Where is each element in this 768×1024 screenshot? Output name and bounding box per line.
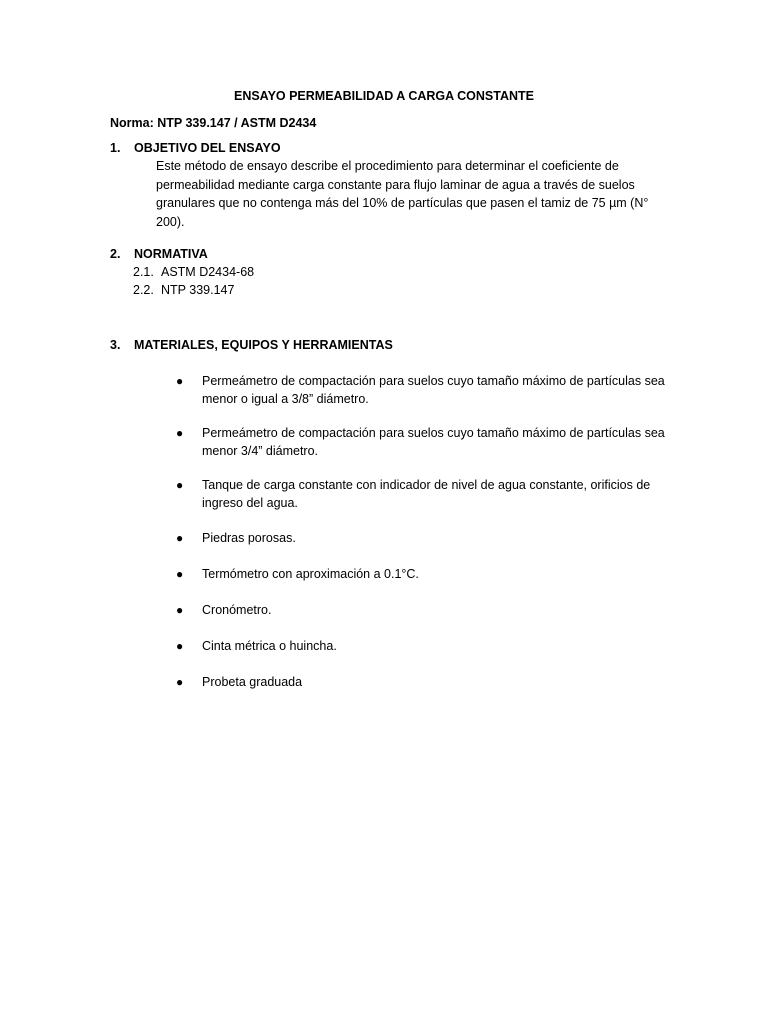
list-item: [176, 476, 676, 512]
section-number: 3.: [110, 338, 121, 352]
list-item-text: Termómetro con aproximación a 0.1°C.: [202, 567, 419, 581]
norma-line: Norma: NTP 339.147 / ASTM D2434: [110, 116, 317, 130]
list-item-text: Piedras porosas.: [202, 531, 296, 545]
normativa-item: [133, 263, 254, 281]
list-item: [176, 637, 676, 655]
list-item: [176, 529, 676, 547]
section-title: NORMATIVA: [134, 247, 208, 261]
section-number: 1.: [110, 141, 121, 155]
section-3-heading: [110, 336, 393, 354]
section-number: 2.: [110, 247, 121, 261]
materials-list: [176, 372, 676, 691]
list-item-text: Cinta métrica o huincha.: [202, 639, 337, 653]
item-number: 2.1.: [133, 265, 154, 279]
list-item: [176, 424, 676, 460]
section-2-heading: [110, 245, 208, 263]
list-item-text: Cronómetro.: [202, 603, 272, 617]
item-text: ASTM D2434-68: [161, 265, 255, 279]
section-1-body: Este método de ensayo describe el procedimiento para determinar el coeficiente de permeabilidad mediante carga constante para flujo laminar de agua a través de suelos granulares que no contenga más del 10% de partículas que pasen el tamiz de 75 µm (N° 200).: [156, 159, 649, 229]
bullet-icon: ●: [176, 478, 184, 492]
list-item: [176, 673, 676, 691]
normativa-item: [133, 281, 234, 299]
bullet-icon: ●: [176, 567, 184, 581]
section-1-heading: [110, 139, 281, 157]
bullet-icon: ●: [176, 426, 184, 440]
bullet-icon: ●: [176, 374, 184, 388]
section-title: OBJETIVO DEL ENSAYO: [134, 141, 281, 155]
item-text: NTP 339.147: [161, 283, 235, 297]
list-item-text: Tanque de carga constante con indicador de nivel de agua constante, orificios de ingreso del agua.: [202, 478, 651, 510]
list-item: [176, 372, 676, 408]
list-item: [176, 601, 676, 619]
list-item-text: Permeámetro de compactación para suelos cuyo tamaño máximo de partículas sea menor 3/4” diámetro.: [202, 426, 665, 458]
bullet-icon: ●: [176, 639, 184, 653]
list-item-text: Probeta graduada: [202, 675, 303, 689]
document-title: ENSAYO PERMEABILIDAD A CARGA CONSTANTE: [233, 89, 535, 103]
bullet-icon: ●: [176, 675, 184, 689]
bullet-icon: ●: [176, 531, 184, 545]
list-item: [176, 565, 676, 583]
item-number: 2.2.: [133, 283, 154, 297]
section-title: MATERIALES, EQUIPOS Y HERRAMIENTAS: [134, 338, 393, 352]
list-item-text: Permeámetro de compactación para suelos cuyo tamaño máximo de partículas sea menor o igual a 3/8” diámetro.: [202, 374, 665, 406]
bullet-icon: ●: [176, 603, 184, 617]
